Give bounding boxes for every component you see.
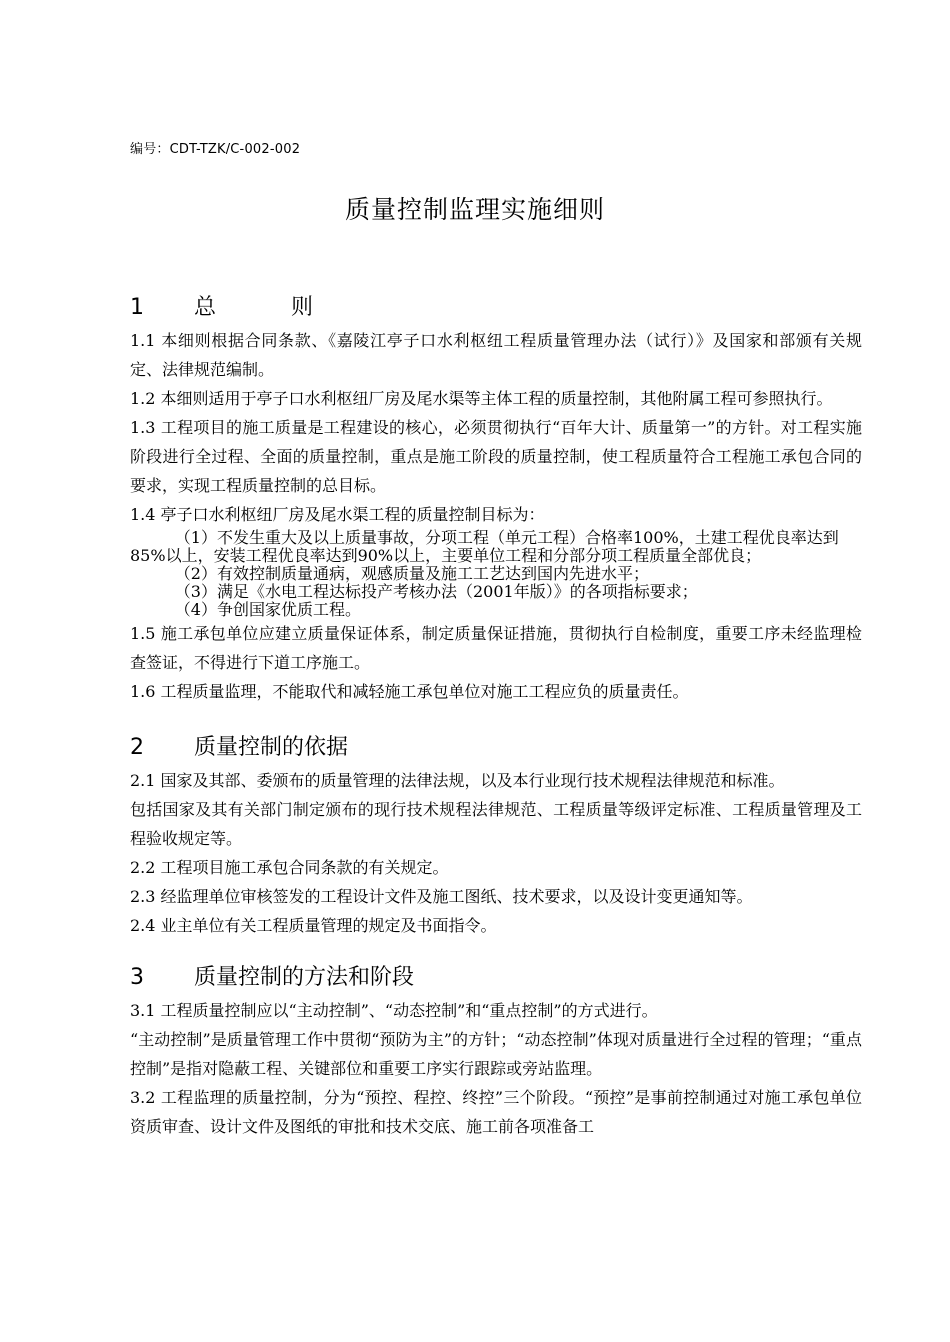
paragraph: 1.2 本细则适用于亭子口水利枢纽厂房及尾水渠等主体工程的质量控制，其他附属工程可参照执行。 xyxy=(130,389,833,408)
section-title: 质量控制的方法和阶段 xyxy=(194,965,415,990)
document-body xyxy=(130,290,862,1141)
paragraph: 3.1 工程质量控制应以“主动控制”、“动态控制”和“重点控制”的方式进行。 xyxy=(130,1001,658,1020)
paragraph: 1.4 亭子口水利枢纽厂房及尾水渠工程的质量控制目标为： xyxy=(130,505,545,524)
section-heading-3 xyxy=(130,960,862,996)
target-item: （2）有效控制质量通病，观感质量及施工工艺达到国内先进水平； xyxy=(174,564,649,583)
paragraph: 1.6 工程质量监理，不能取代和减轻施工承包单位对施工工程应负的质量责任。 xyxy=(130,682,689,701)
paragraph: 1.1 本细则根据合同条款、《嘉陵江亭子口水利枢纽工程质量管理办法（试行）》及国家和部颁有关规定、法律规范编制。 xyxy=(130,331,862,379)
document-title: 质量控制监理实施细则 xyxy=(344,195,605,224)
document-number: 编号：CDT-TZK/C-002-002 xyxy=(130,142,301,157)
paragraph: 包括国家及其有关部门制定颁布的现行技术规程法律规范、工程质量等级评定标准、工程质量管理及工程验收规定等。 xyxy=(130,800,862,848)
section-number: 1 xyxy=(130,295,144,320)
target-item: （3）满足《水电工程达标投产考核办法（2001年版）》的各项指标要求； xyxy=(174,582,698,601)
section-heading-1 xyxy=(130,290,862,326)
target-item: （1）不发生重大及以上质量事故，分项工程（单元工程）合格率100%，土建工程优良率达到85%以上，安装工程优良率达到90%以上，主要单位工程和分部分项工程质量全部优良； xyxy=(130,528,839,565)
paragraph: “主动控制”是质量管理工作中贯彻“预防为主”的方针；“动态控制”体现对质量进行全过程的管理；“重点控制”是指对隐蔽工程、关键部位和重要工序实行跟踪或旁站监理。 xyxy=(130,1030,862,1078)
paragraph: 3.2 工程监理的质量控制，分为“预控、程控、终控”三个阶段。“预控”是事前控制通过对施工承包单位资质审查、设计文件及图纸的审批和技术交底、施工前各项准备工 xyxy=(130,1088,862,1136)
paragraph: 1.5 施工承包单位应建立质量保证体系，制定质量保证措施，贯彻执行自检制度，重要工序未经监理检查签证，不得进行下道工序施工。 xyxy=(130,624,862,672)
paragraph: 1.3 工程项目的施工质量是工程建设的核心，必须贯彻执行“百年大计、质量第一”的方针。对工程实施阶段进行全过程、全面的质量控制，重点是施工阶段的质量控制，使工程质量符合工程施工承包合同的要求，实现工程质量控制的总目标。 xyxy=(130,418,862,495)
paragraph: 2.2 工程项目施工承包合同条款的有关规定。 xyxy=(130,858,449,877)
paragraph: 2.1 国家及其部、委颁布的质量管理的法律法规，以及本行业现行技术规程法律规范和标准。 xyxy=(130,771,785,790)
section-title: 质量控制的依据 xyxy=(194,735,349,760)
section-heading-2 xyxy=(130,730,862,766)
target-item: （4）争创国家优质工程。 xyxy=(174,600,361,619)
section-number: 3 xyxy=(130,965,144,990)
paragraph: 2.3 经监理单位审核签发的工程设计文件及施工图纸、技术要求，以及设计变更通知等。 xyxy=(130,887,753,906)
section-title: 总 则 xyxy=(194,295,347,320)
paragraph: 2.4 业主单位有关工程质量管理的规定及书面指令。 xyxy=(130,916,497,935)
section-number: 2 xyxy=(130,735,144,760)
